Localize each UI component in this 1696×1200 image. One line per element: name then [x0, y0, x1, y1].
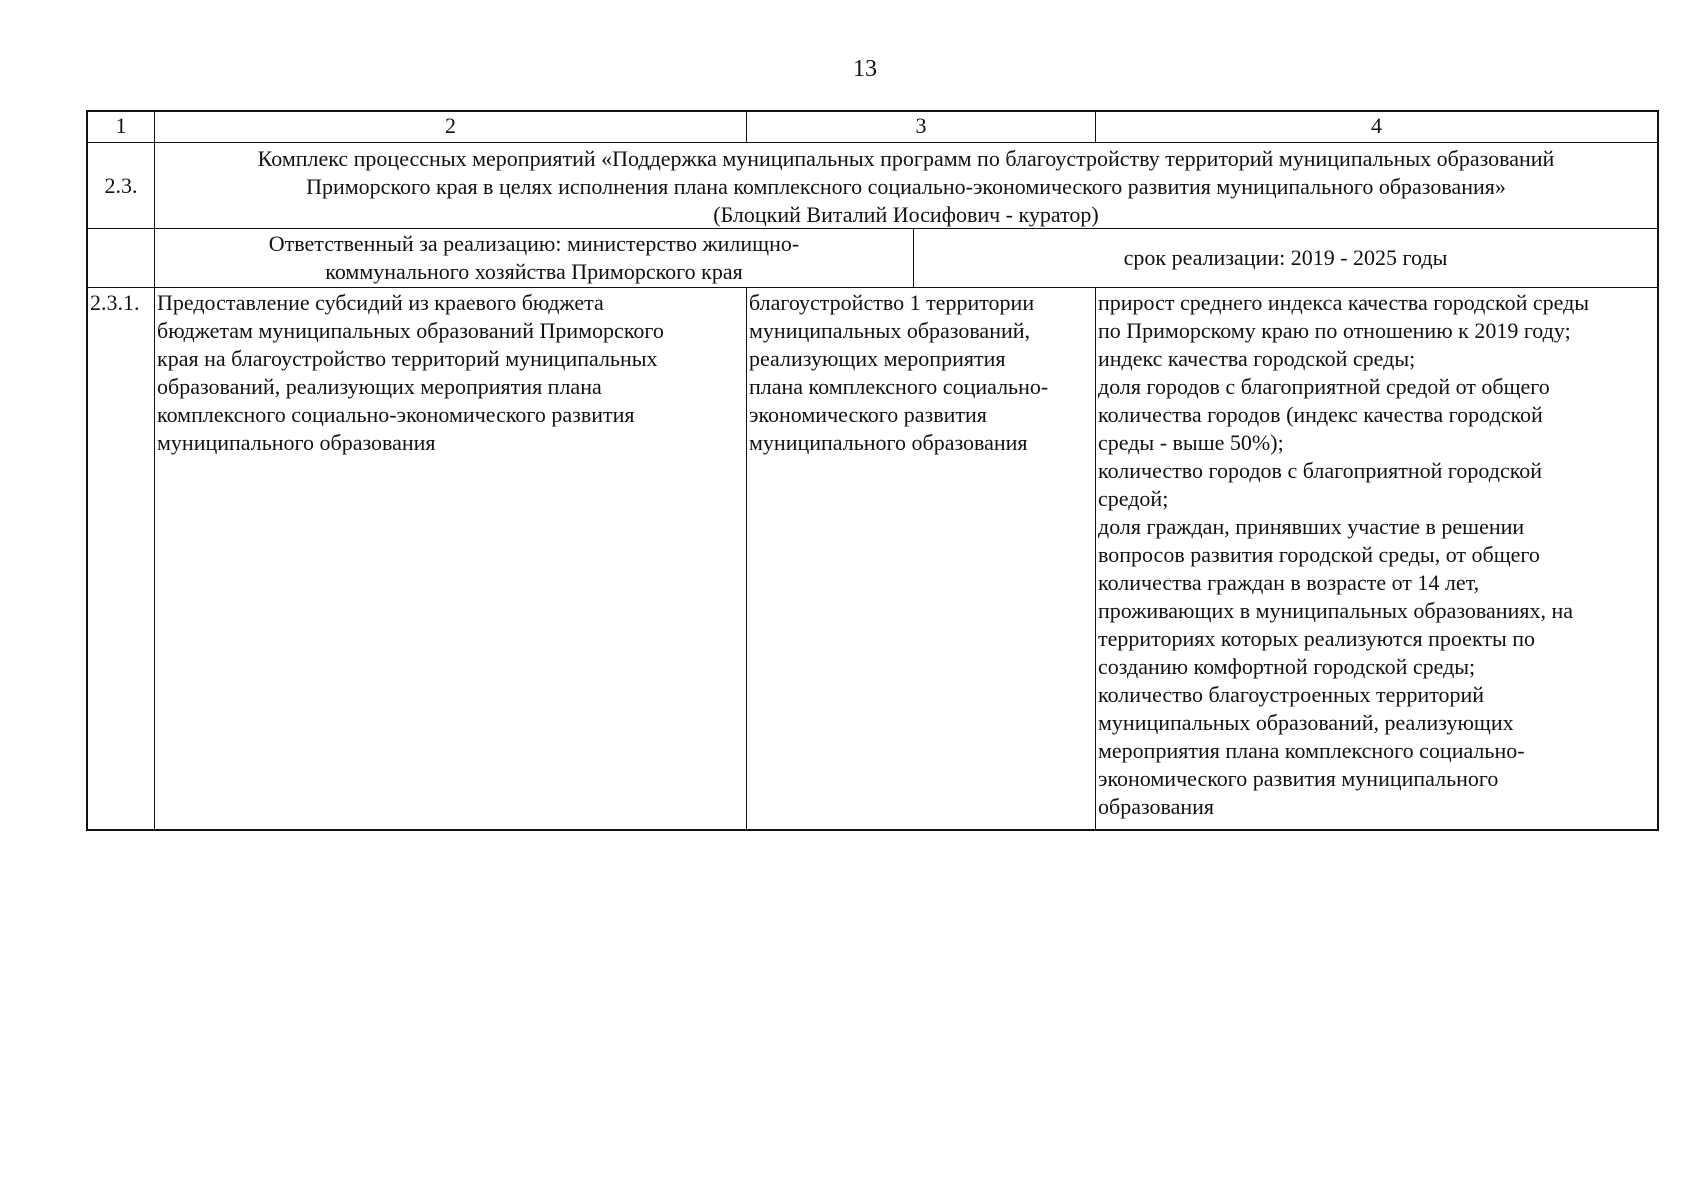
indicator-line: средой;	[1098, 486, 1169, 511]
indicator-line: созданию комфортной городской среды;	[1098, 654, 1476, 679]
indicator-line: образования	[1098, 794, 1215, 819]
item-description	[155, 288, 747, 829]
implementation-term	[914, 229, 1657, 287]
section-number-text: 2.3.	[104, 172, 138, 198]
result-line: экономического развития	[749, 402, 987, 427]
measures-table	[86, 110, 1659, 831]
indicator-line: вопросов развития городской среды, от общего	[1098, 542, 1540, 567]
indicator-line: муниципальных образований, реализующих	[1098, 710, 1514, 735]
responsible-line: коммунального хозяйства Приморского края	[325, 259, 743, 284]
indicator-line: по Приморскому краю по отношению к 2019 году;	[1098, 318, 1571, 343]
section-title	[155, 143, 1657, 228]
indicator-line: экономического развития муниципального	[1098, 766, 1499, 791]
responsible-party	[155, 229, 914, 287]
section-title-line: Приморского края в целях исполнения плана комплексного социально-экономического развития муниципального образования»	[306, 174, 1506, 199]
section-title-row	[88, 143, 1657, 229]
description-line: бюджетам муниципальных образований Приморского	[157, 318, 664, 343]
description-line: края на благоустройство территорий муниципальных	[157, 346, 658, 371]
indicator-line: прирост среднего индекса качества городской среды	[1098, 290, 1590, 315]
section-title-line: Комплекс процессных мероприятий «Поддержка муниципальных программ по благоустройству территорий муниципальных образований	[257, 146, 1555, 171]
indicator-line: территориях которых реализуются проекты по	[1098, 626, 1536, 651]
responsible-empty-cell	[88, 229, 155, 287]
result-line: плана комплексного социально-	[749, 374, 1049, 399]
responsible-line: Ответственный за реализацию: министерство жилищно-	[268, 231, 800, 256]
implementation-term-text: срок реализации: 2019 - 2025 годы	[1123, 245, 1448, 270]
description-line: муниципального образования	[157, 430, 436, 455]
indicator-line: среды - выше 50%);	[1098, 430, 1284, 455]
description-line: образований, реализующих мероприятия плана	[157, 374, 602, 399]
result-line: благоустройство 1 территории	[749, 290, 1035, 315]
table-header-row	[88, 112, 1657, 143]
result-line: реализующих мероприятия	[749, 346, 1006, 371]
indicator-line: мероприятия плана комплексного социально-	[1098, 738, 1525, 763]
indicator-line: количество благоустроенных территорий	[1098, 682, 1485, 707]
header-col-1: 1	[88, 112, 155, 142]
header-col-2: 2	[155, 112, 747, 142]
description-line: Предоставление субсидий из краевого бюджета	[157, 290, 604, 315]
item-number: 2.3.1.	[88, 288, 155, 829]
header-col-4: 4	[1371, 113, 1382, 138]
indicator-line: количество городов с благоприятной городской	[1098, 458, 1543, 483]
result-line: муниципального образования	[749, 430, 1028, 455]
result-line: муниципальных образований,	[749, 318, 1031, 343]
description-line: комплексного социально-экономического развития	[157, 402, 635, 427]
section-number	[88, 143, 155, 228]
indicator-line: количества городов (индекс качества городской	[1098, 402, 1543, 427]
indicator-line: проживающих в муниципальных образованиях, на	[1098, 598, 1573, 623]
item-result	[747, 288, 1096, 829]
responsible-row	[88, 229, 1657, 288]
indicator-line: доля граждан, принявших участие в решении	[1098, 514, 1525, 539]
indicator-line: количества граждан в возрасте от 14 лет,	[1098, 570, 1480, 595]
indicator-line: доля городов с благоприятной средой от общего	[1098, 374, 1550, 399]
section-title-line: (Блоцкий Виталий Иосифович - куратор)	[713, 202, 1099, 227]
page-number: 13	[853, 56, 877, 82]
item-indicators	[1096, 288, 1657, 829]
item-row	[88, 288, 1657, 829]
header-col-3: 3	[747, 112, 1096, 142]
indicator-line: индекс качества городской среды;	[1098, 346, 1416, 371]
